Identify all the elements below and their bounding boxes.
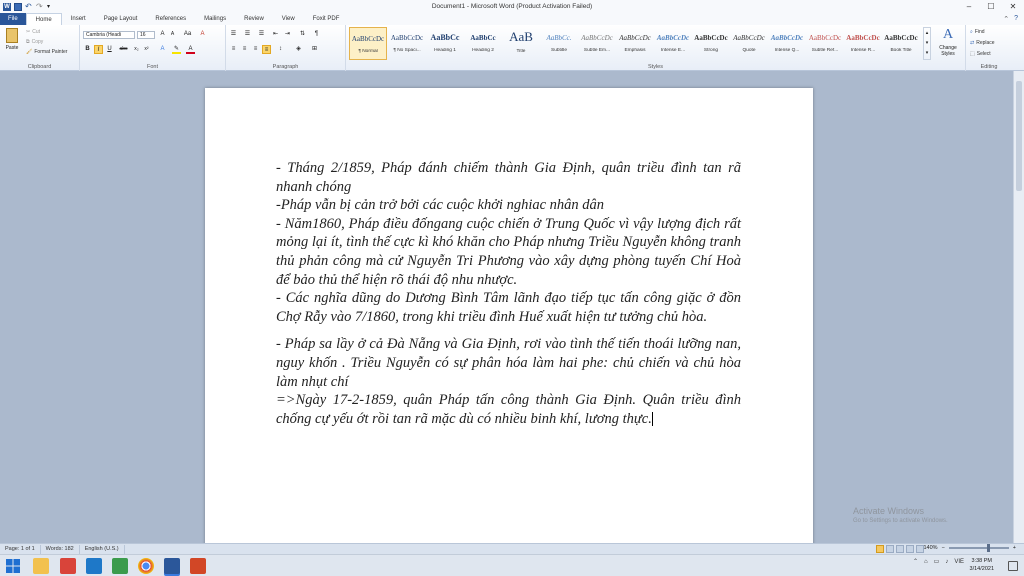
web-layout-button[interactable] xyxy=(896,545,904,553)
style-sample: AaBbCc xyxy=(430,33,460,42)
style-intense-reference[interactable] xyxy=(844,27,882,60)
chrome-icon[interactable] xyxy=(138,558,154,574)
editing-label: Editing xyxy=(980,64,998,70)
change-case-button[interactable]: Aa xyxy=(183,31,192,37)
text-caret xyxy=(652,412,653,426)
maximize-button[interactable]: ☐ xyxy=(987,2,995,11)
paragraph[interactable]: - Các nghĩa dũng do Dương Bình Tâm lãnh đạo tiếp tục tấn công giặc ở đồn Chợ Rẫy vào 7/1860, trong khi triều đình Huế xuất hiện tư tưởng chủ hòa. xyxy=(276,290,741,325)
style-sample: AaB xyxy=(509,29,533,44)
style-sample: AaBbCc xyxy=(470,34,496,42)
change-styles-icon: A xyxy=(942,27,954,42)
style-normal[interactable] xyxy=(349,27,387,60)
style-name: ¶ Normal xyxy=(358,49,378,54)
change-styles-label: Change Styles xyxy=(939,45,957,57)
notification-icon[interactable] xyxy=(1008,561,1018,571)
style-quote[interactable] xyxy=(730,27,768,60)
word-count[interactable]: Words: 182 xyxy=(41,545,80,554)
font-label: Font xyxy=(146,64,158,70)
grow-font-button[interactable]: A xyxy=(160,31,165,37)
format-painter-label: Format Painter xyxy=(34,49,68,55)
style-subtle-emphasis[interactable] xyxy=(578,27,616,60)
paragraph[interactable]: - Tháng 2/1859, Pháp đánh chiếm thành Gia Định, quân triều đình tan rã nhanh chóng xyxy=(276,160,741,195)
decrease-indent-icon[interactable]: ⇤ xyxy=(272,31,279,37)
vertical-scrollbar[interactable] xyxy=(1013,71,1024,543)
style-no-spacing[interactable] xyxy=(388,27,426,60)
tray-chevron-icon[interactable]: ⌃ xyxy=(913,559,919,565)
styles-group xyxy=(346,25,966,71)
mail-icon[interactable] xyxy=(86,558,102,574)
sort-icon[interactable]: ⇅ xyxy=(299,31,306,37)
style-sample: AaBbCcDc xyxy=(770,34,804,42)
paragraph-last[interactable] xyxy=(276,391,741,428)
copy-icon: ⧉ xyxy=(26,39,30,45)
style-sample: AaBbCcDc xyxy=(581,34,613,42)
line-spacing-icon[interactable]: ↕ xyxy=(279,46,282,52)
styles-label: Styles xyxy=(648,64,663,70)
style-intense-emphasis[interactable] xyxy=(654,27,692,60)
style-intense-quote[interactable] xyxy=(768,27,806,60)
ribbon xyxy=(0,25,1024,71)
font-color-icon[interactable]: A xyxy=(186,45,195,54)
paragraph[interactable]: - Năm1860, Pháp điều đốngang cuộc chiến ở Trung Quốc vì vậy lượng địch rất mỏng lại ít, tình thế cực kì khó khăn cho Pháp nhưng Triều Nguyễn không tranh thủ phản công mà cử Nguyễn Tri Phương vào xây dựng phòng tuyến Chí Hoà để bảo thủ thể hiện rõ thái độ nhu nhược. xyxy=(276,215,741,288)
tab-page-layout[interactable]: Page Layout xyxy=(103,16,138,22)
align-center-icon[interactable]: ≡ xyxy=(242,46,247,52)
paste-button[interactable] xyxy=(3,28,21,51)
word-taskbar-icon[interactable] xyxy=(164,558,180,574)
text-effects-icon[interactable]: A xyxy=(160,46,165,52)
justify-icon[interactable]: ≡ xyxy=(262,45,271,54)
undo-icon[interactable]: ↶ xyxy=(25,1,32,11)
select-button[interactable] xyxy=(970,51,991,57)
style-name: Subtle Ref... xyxy=(811,48,839,53)
watermark-title: Activate Windows xyxy=(853,506,925,516)
style-name: Subtle Em... xyxy=(583,48,611,53)
full-screen-reading-button[interactable] xyxy=(886,545,894,553)
style-heading-2[interactable] xyxy=(464,27,502,60)
style-sample: AaBbCcDc xyxy=(619,34,651,42)
find-button[interactable] xyxy=(970,29,985,35)
window-title: Document1 - Microsoft Word (Product Activation Failed) xyxy=(431,3,593,10)
styles-scroll[interactable]: ▴ ▾ ▾ xyxy=(923,27,931,60)
close-button[interactable]: ✕ xyxy=(1009,2,1017,11)
document-body[interactable] xyxy=(276,159,741,428)
ribbon-tabs xyxy=(0,13,1024,25)
font-group xyxy=(80,25,226,71)
style-name: Intense E... xyxy=(660,48,686,53)
format-painter-button[interactable] xyxy=(26,49,67,55)
paragraph-group xyxy=(226,25,346,71)
style-sample: AaBbCcDc xyxy=(390,34,424,42)
save-icon[interactable] xyxy=(14,3,22,11)
style-name: Subtitle xyxy=(551,48,567,53)
paragraph[interactable]: - Pháp sa lầy ở cả Đà Nẵng và Gia Định, rơi vào tình thế tiến thoái lưỡng nan, nguy khốn . Triều Nguyễn có sự phân hóa làm hai phe: chủ chiến và chủ hòa làm nhụt chí xyxy=(276,336,741,390)
shading-icon[interactable]: ◈ xyxy=(296,46,301,52)
style-sample: AaBbCcDc xyxy=(656,34,690,42)
tab-references[interactable]: References xyxy=(155,16,187,22)
clock-time: 3:38 PM xyxy=(971,558,992,564)
clear-formatting-button[interactable]: A xyxy=(200,31,205,37)
watermark-subtitle: Go to Settings to activate Windows. xyxy=(853,518,948,524)
style-subtitle[interactable] xyxy=(540,27,578,60)
style-name: Emphasis xyxy=(624,48,646,53)
help-icon[interactable]: ? xyxy=(1014,15,1018,22)
style-sample: AaBbCcDc xyxy=(808,34,842,42)
tab-home[interactable]: Home xyxy=(26,13,62,25)
copy-button[interactable] xyxy=(26,39,43,45)
tab-review[interactable]: Review xyxy=(244,16,264,22)
network-icon[interactable]: ⌂ xyxy=(924,558,928,565)
scroll-thumb[interactable] xyxy=(1016,81,1022,191)
tab-mailings[interactable]: Mailings xyxy=(204,16,227,22)
borders-icon[interactable]: ⊞ xyxy=(311,46,318,52)
replace-button[interactable] xyxy=(970,40,995,46)
clipboard-label: Clipboard xyxy=(27,64,52,70)
pdf-reader-icon[interactable] xyxy=(60,558,76,574)
style-book-title[interactable] xyxy=(882,27,920,60)
find-icon: ⌕ xyxy=(970,29,973,35)
redo-icon[interactable]: ↷ xyxy=(36,1,43,11)
zoom-level[interactable]: 140% xyxy=(923,545,938,551)
align-left-icon[interactable]: ≡ xyxy=(231,46,236,52)
minimize-button[interactable]: – xyxy=(966,2,972,11)
zoom-control xyxy=(923,545,1016,551)
style-subtle-reference[interactable] xyxy=(806,27,844,60)
word-logo-icon: W xyxy=(4,3,10,10)
tab-view[interactable]: View xyxy=(281,16,295,22)
style-sample: AaBbCcDc xyxy=(846,34,880,42)
style-sample: AaBbCc. xyxy=(546,34,572,42)
select-icon: ⬚ xyxy=(970,51,975,57)
zoom-out-button[interactable]: − xyxy=(941,545,945,551)
cut-button[interactable] xyxy=(26,29,40,35)
volume-icon[interactable]: ♪ xyxy=(945,558,949,565)
paragraph-text: =>Ngày 17-2-1859, quân Pháp tấn công thành Gia Định. Quân triều đình chống cự yếu ớt rồi tan rã mặc dù có nhiều binh khí, lương thực. xyxy=(276,392,741,427)
tab-foxit-pdf[interactable]: Foxit PDF xyxy=(312,16,340,22)
style-strong[interactable] xyxy=(692,27,730,60)
file-explorer-icon[interactable] xyxy=(33,558,49,574)
tab-file[interactable]: File xyxy=(0,13,26,25)
font-size-select[interactable]: 16 xyxy=(137,31,155,39)
style-sample: AaBbCcDc xyxy=(733,34,765,42)
paste-icon xyxy=(6,28,18,43)
photos-icon[interactable] xyxy=(112,558,128,574)
battery-icon[interactable]: ▭ xyxy=(933,559,940,565)
show-marks-button[interactable]: ¶ xyxy=(314,31,319,37)
change-styles-button[interactable] xyxy=(934,28,962,57)
style-name: Intense R... xyxy=(850,48,876,53)
zoom-slider-knob[interactable] xyxy=(987,544,990,552)
activation-watermark xyxy=(853,506,948,524)
page-count[interactable]: Page: 1 of 1 xyxy=(0,545,41,554)
zoom-in-button[interactable]: + xyxy=(1012,545,1016,551)
shrink-font-button[interactable]: A xyxy=(170,31,175,37)
title-bar xyxy=(0,0,1024,13)
numbering-icon[interactable]: ☰ xyxy=(244,31,251,37)
style-name: Book Title xyxy=(890,48,912,53)
paragraph-label: Paragraph xyxy=(272,64,299,70)
style-name: Intense Q... xyxy=(774,48,800,53)
language-indicator[interactable]: English (U.S.) xyxy=(80,545,125,554)
select-label: Select xyxy=(976,51,991,57)
style-sample: AaBbCcDc xyxy=(694,34,728,42)
subscript-button[interactable]: x₂ xyxy=(134,46,139,52)
style-heading-1[interactable] xyxy=(426,27,464,60)
powerpoint-icon[interactable] xyxy=(190,558,206,574)
clipboard-group xyxy=(0,25,80,71)
outline-button[interactable] xyxy=(906,545,914,553)
input-language[interactable]: VIE xyxy=(954,558,964,565)
style-name: Heading 1 xyxy=(434,48,456,53)
document-page[interactable] xyxy=(205,88,813,548)
highlight-icon[interactable]: ✎ xyxy=(173,46,180,52)
minimize-ribbon-icon[interactable]: ⌃ xyxy=(1003,16,1010,23)
font-name-select[interactable]: Cambria (Headi xyxy=(83,31,135,39)
style-emphasis[interactable] xyxy=(616,27,654,60)
style-name: Title xyxy=(516,49,526,54)
replace-icon: ⇄ xyxy=(970,40,975,46)
brush-icon: 🖌 xyxy=(26,49,33,55)
clock-date: 3/14/2021 xyxy=(969,566,994,572)
windows-start-icon[interactable] xyxy=(6,559,20,573)
style-title[interactable] xyxy=(502,27,540,60)
increase-indent-icon[interactable]: ⇥ xyxy=(284,31,291,37)
bold-button[interactable]: B xyxy=(85,46,90,52)
tab-insert[interactable]: Insert xyxy=(70,16,86,22)
system-clock[interactable] xyxy=(970,557,994,573)
style-name: Strong xyxy=(703,48,719,53)
style-name: Quote xyxy=(742,48,756,53)
style-sample: AaBbCcDc xyxy=(351,35,385,43)
superscript-button[interactable]: x² xyxy=(144,46,149,52)
status-bar xyxy=(0,543,1024,554)
paste-label: Paste xyxy=(5,45,19,51)
replace-label: Replace xyxy=(976,40,995,46)
multilevel-list-icon[interactable]: ☰ xyxy=(258,31,265,37)
style-name: ¶ No Spaci... xyxy=(393,48,421,53)
copy-label: Copy xyxy=(31,39,44,45)
paragraph[interactable]: -Pháp vẫn bị cản trở bởi các cuộc khởi nghiac nhân dân xyxy=(276,197,605,214)
print-layout-button[interactable] xyxy=(876,545,884,553)
editing-group xyxy=(966,25,1012,71)
italic-button[interactable]: I xyxy=(94,45,103,54)
find-label: Find xyxy=(974,29,985,35)
bullets-icon[interactable]: ☰ xyxy=(230,31,237,37)
taskbar xyxy=(0,554,1024,576)
underline-button[interactable]: U xyxy=(107,46,112,52)
cut-label: Cut xyxy=(32,29,40,35)
scissors-icon: ✂ xyxy=(26,29,31,35)
strikethrough-button[interactable]: abc xyxy=(119,46,128,52)
style-sample: AaBbCcDc xyxy=(884,34,918,42)
zoom-slider[interactable] xyxy=(949,547,1009,549)
align-right-icon[interactable]: ≡ xyxy=(253,46,258,52)
customize-qat-icon[interactable]: ▾ xyxy=(47,3,51,10)
quick-access-toolbar xyxy=(0,3,120,11)
style-name: Heading 2 xyxy=(472,48,494,53)
